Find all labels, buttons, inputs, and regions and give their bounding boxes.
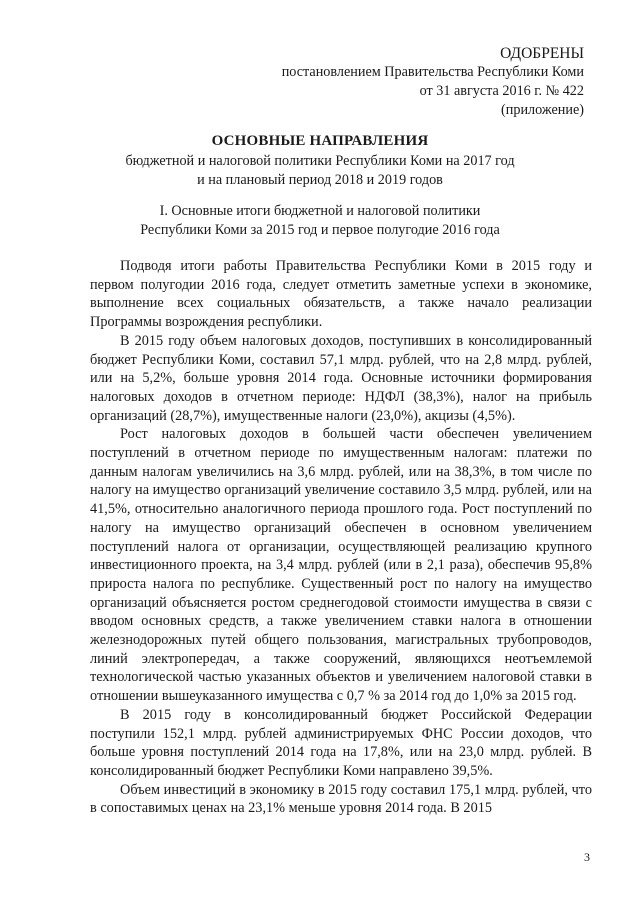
paragraph: В 2015 году в консолидированный бюджет Российской Федерации поступили 152,1 млрд. рублей администрируемых ФНС России доходов, что больше уровня поступлений 2014 года на 17,8%, или на 23,0 млрд. рублей. В консолидированный бюджет Республики Коми направлено 39,5%. [90, 706, 592, 779]
page-number: 3 [584, 850, 590, 864]
subtitle-line-2: и на плановый период 2018 и 2019 годов [197, 172, 443, 188]
paragraph: Объем инвестиций в экономику в 2015 году составил 175,1 млрд. рублей, что в сопоставимых ценах на 23,1% меньше уровня 2014 года. В 2015 [90, 781, 592, 817]
subtitle-line-1: бюджетной и налоговой политики Республики Коми на 2017 год [125, 153, 515, 169]
body-text [90, 257, 592, 818]
paragraph: Рост налоговых доходов в большей части обеспечен увеличением поступлений в отчетном периоде по имущественным налогам: платежи по данным налогам увеличились на 3,6 млрд. рублей, или на 38,3%, в том числе по налогу на имущество организаций увеличение составило 3,5 млрд. рублей, или на 41,5%, относительно аналогичного периода прошлого года. Рост поступлений по налогу на имущество организаций обеспечен в основном увеличением поступлений налога от организации, осуществляющей реализацию крупного инвестиционного проекта, на 3,4 млрд. рублей (или в 2,1 раза), обеспечив 95,8% прироста налога по республике. Существенный рост по налогу на имущество организаций объясняется ростом среднегодовой стоимости имущества в связи с вводом основных средств, а также увеличением ставки налога в отношении железнодорожных путей общего пользования, магистральных трубопроводов, линий электропередач, а также сооружений, являющихся неотъемлемой технологической частью указанных объектов и увеличением налоговой ставки в отношении вышеуказанного имущества с 0,7 % за 2014 год до 1,0% за 2015 год. [90, 426, 592, 705]
paragraph: Подводя итоги работы Правительства Республики Коми в 2015 году и первом полугодии 2016 года, следует отметить заметные успехи в экономике, выполнение всех социальных обязательств, а также начало реализации Программы возрождения республики. [90, 258, 592, 331]
paragraph: В 2015 году объем налоговых доходов, поступивших в консолидированный бюджет Республики Коми, составил 57,1 млрд. рублей, что на 2,8 млрд. рублей, или на 5,2%, больше уровня 2014 года. Основные источники формирования налоговых доходов в отчетном периоде: НДФЛ (38,3%), налог на прибыль организаций (28,7%), имущественные налоги (23,0%), акцизы (4,5%). [90, 332, 592, 424]
section-heading-line-2: Республики Коми за 2015 год и первое полугодие 2016 года [140, 222, 500, 238]
approval-date: от 31 августа 2016 г. № 422 [419, 83, 584, 99]
approval-heading: ОДОБРЕНЫ [500, 45, 584, 62]
approval-resolution: постановлением Правительства Республики Коми [281, 64, 584, 80]
approval-appendix: (приложение) [501, 102, 584, 118]
approval-stamp [282, 44, 584, 120]
section-heading-line-1: I. Основные итоги бюджетной и налоговой политики [159, 203, 481, 219]
document-subtitle [0, 152, 640, 190]
section-heading [0, 202, 640, 240]
document-title: ОСНОВНЫЕ НАПРАВЛЕНИЯ [211, 133, 429, 149]
